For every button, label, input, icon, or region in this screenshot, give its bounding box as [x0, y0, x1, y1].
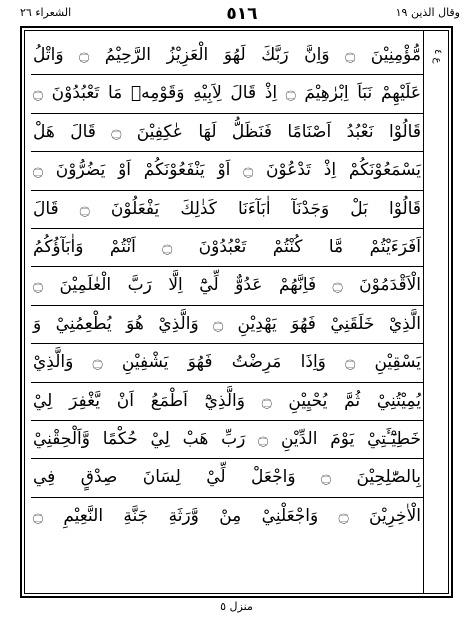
- para-name: وقال الذين ١٩: [395, 6, 460, 19]
- text-line: يَسْقِيْنِ ۝ وَاِذَا مَرِضْتُ فَهُوَ يَشْفِيْنِ ۝ وَالَّذِيْ: [31, 344, 423, 382]
- verse-text-area: [31, 37, 423, 593]
- text-line: الَّذِيْ خَلَقَنِيْ فَهُوَ يَهْدِيْنِ ۝ وَالَّذِيْ هُوَ يُطْعِمُنِيْ وَ: [31, 306, 423, 344]
- text-frame: [20, 26, 453, 598]
- text-line: يُمِيْتُنِيْ ثُمَّ يُحْيِيْنِ ۝ وَالَّذِيْٓ اَطْمَعُ اَنْ يَّغْفِرَ لِيْ: [31, 383, 423, 421]
- text-line: عَلَيْهِمْ نَبَاَ اِبْرٰهِيْمَ ۝ اِذْ قَالَ لِاَبِيْهِ وَقَوْمِهٖ مَا تَعْبُدُوْنَ ۝: [31, 75, 423, 113]
- text-line: الْاَقْدَمُوْنَ ۝ فَاِنَّهُمْ عَدُوٌّ لِّيْٓ اِلَّا رَبَّ الْعٰلَمِيْنَ ۝: [31, 267, 423, 305]
- text-line: مُّؤْمِنِيْنَ ۝ وَاِنَّ رَبَّكَ لَهُوَ الْعَزِيْزُ الرَّحِيْمُ ۝ وَاتْلُ: [31, 37, 423, 75]
- page-number: ٥١٦: [226, 4, 258, 24]
- text-line: يَسْمَعُوْنَكُمْ اِذْ تَدْعُوْنَ ۝ اَوْ يَنْفَعُوْنَكُمْ اَوْ يَضُرُّوْنَ ۝: [31, 152, 423, 190]
- text-line: الْاٰخِرِيْنَ ۝ وَاجْعَلْنِيْ مِنْ وَّرَثَةِ جَنَّةِ النَّعِيْمِ ۝: [33, 505, 421, 526]
- ruku-marker: ع ٤: [432, 49, 443, 64]
- text-line: قَالُوْا نَعْبُدُ اَصْنَامًا فَنَظَلُّ لَهَا عٰكِفِيْنَ ۝ قَالَ هَلْ: [31, 114, 423, 152]
- text-frame-inner: [24, 30, 449, 594]
- text-line: بِالصّٰلِحِيْنَ ۝ وَاجْعَلْ لِّيْ لِسَانَ صِدْقٍ فِي: [31, 459, 423, 497]
- text-line: خَطِيْٓـَٔتِيْ يَوْمَ الدِّيْنِ ۝ رَبِّ هَبْ لِيْ حُكْمًا وَّاَلْحِقْنِيْ: [31, 421, 423, 459]
- margin-column: [423, 31, 448, 593]
- page-header: [20, 4, 460, 26]
- text-line: اَفَرَءَيْتُمْ مَّا كُنْتُمْ تَعْبُدُوْنَ ۝ اَنْتُمْ وَاٰبَآؤُكُمُ: [31, 229, 423, 267]
- surah-name: الشعراء ٢٦: [20, 6, 72, 19]
- page-footer: منزل ٥: [220, 600, 253, 613]
- text-line: قَالُوْا بَلْ وَجَدْنَآ اٰبَآءَنَا كَذٰلِكَ يَفْعَلُوْنَ ۝ قَالَ: [31, 191, 423, 229]
